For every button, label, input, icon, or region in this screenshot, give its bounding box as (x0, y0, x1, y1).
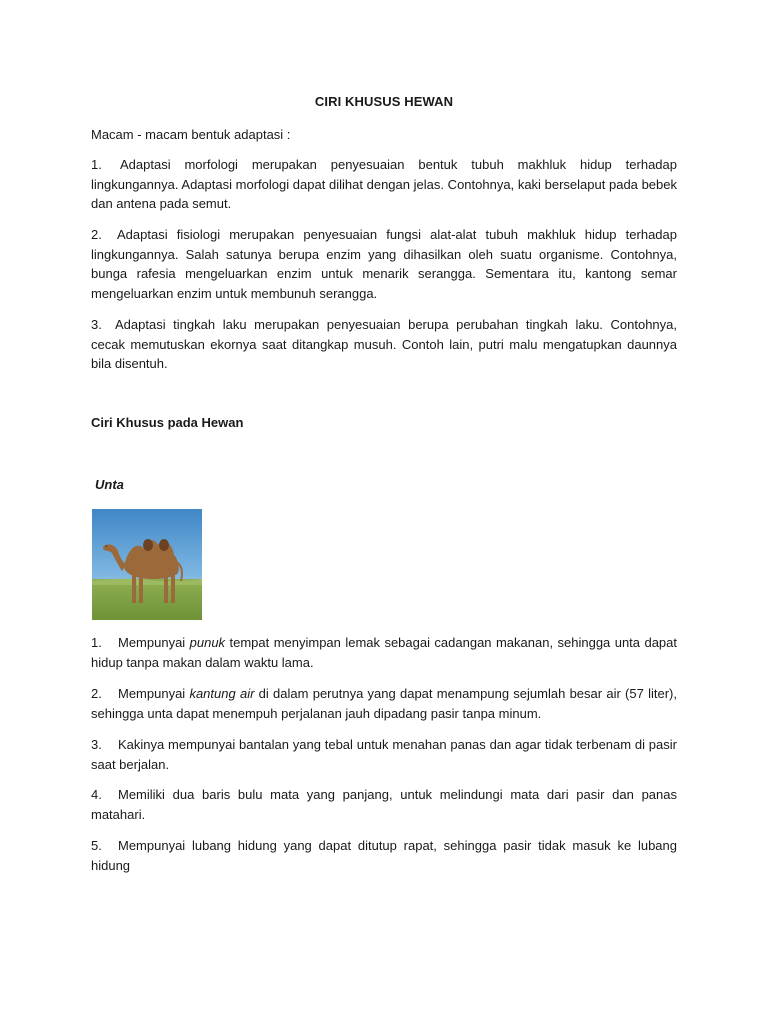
item-text: Mempunyai lubang hidung yang dapat ditutup rapat, sehingga pasir tidak masuk ke lubang hidung (91, 838, 677, 873)
item-text: Adaptasi tingkah laku merupakan penyesuaian berupa perubahan tingkah laku. Contohnya, cecak memutuskan ekornya saat ditangkap musuh. Contoh lain, putri malu mengatupkan daunnya bila disentuh. (91, 317, 677, 371)
item-text-start: Mempunyai (118, 635, 190, 650)
item-number: 3. (91, 737, 102, 752)
item-number: 3. (91, 317, 102, 332)
item-text-start: Mempunyai (118, 686, 190, 701)
item-emphasis: punuk (189, 635, 226, 650)
item-emphasis: kantung air (189, 686, 255, 701)
item-number: 5. (91, 838, 102, 853)
camel-image (92, 509, 202, 620)
item-number: 1. (91, 635, 102, 650)
adaptasi-item-2 (91, 225, 677, 303)
ciri-item-1 (91, 633, 677, 672)
ciri-item-2 (91, 684, 677, 723)
page-title: CIRI KHUSUS HEWAN (314, 94, 454, 109)
ciri-item-5 (91, 836, 677, 875)
camel-illustration (92, 509, 202, 620)
item-number: 1. (91, 157, 102, 172)
ciri-item-4 (91, 785, 677, 824)
item-text: Memiliki dua baris bulu mata yang panjang, untuk melindungi mata dari pasir dan panas matahari. (91, 787, 677, 822)
item-number: 2. (91, 686, 102, 701)
item-number: 4. (91, 787, 102, 802)
intro-text: Macam - macam bentuk adaptasi : (91, 127, 291, 142)
item-text-end: tempat menyimpan lemak sebagai cadangan makanan, sehingga unta dapat hidup tanpa makan dalam waktu lama. (91, 635, 677, 670)
adaptasi-item-3 (91, 315, 677, 374)
adaptasi-item-1 (91, 155, 677, 214)
item-text: Adaptasi fisiologi merupakan penyesuaian fungsi alat-alat tubuh makhluk hidup terhadap lingkungannya. Salah satunya berupa enzim yang dihasilkan oleh suatu organisme. Contohnya, bunga rafesia mengeluarkan enzim untuk menarik serangga. Sementara itu, kantong semar mengeluarkan enzim untuk membunuh serangga. (91, 227, 677, 301)
section-heading: Ciri Khusus pada Hewan (91, 415, 244, 430)
item-text: Kakinya mempunyai bantalan yang tebal untuk menahan panas dan agar tidak terbenam di pasir saat berjalan. (91, 737, 677, 772)
item-text-end: di dalam perutnya yang dapat menampung sejumlah besar air (57 liter), sehingga unta dapat menempuh perjalanan jauh dipadang pasir tanpa minum. (91, 686, 677, 721)
item-number: 2. (91, 227, 102, 242)
ciri-item-3 (91, 735, 677, 774)
animal-heading: Unta (95, 477, 124, 492)
item-text: Adaptasi morfologi merupakan penyesuaian bentuk tubuh makhluk hidup terhadap lingkungannya. Adaptasi morfologi dapat dilihat dengan jelas. Contohnya, kaki berselaput pada bebek dan antena pada semut. (91, 157, 677, 211)
